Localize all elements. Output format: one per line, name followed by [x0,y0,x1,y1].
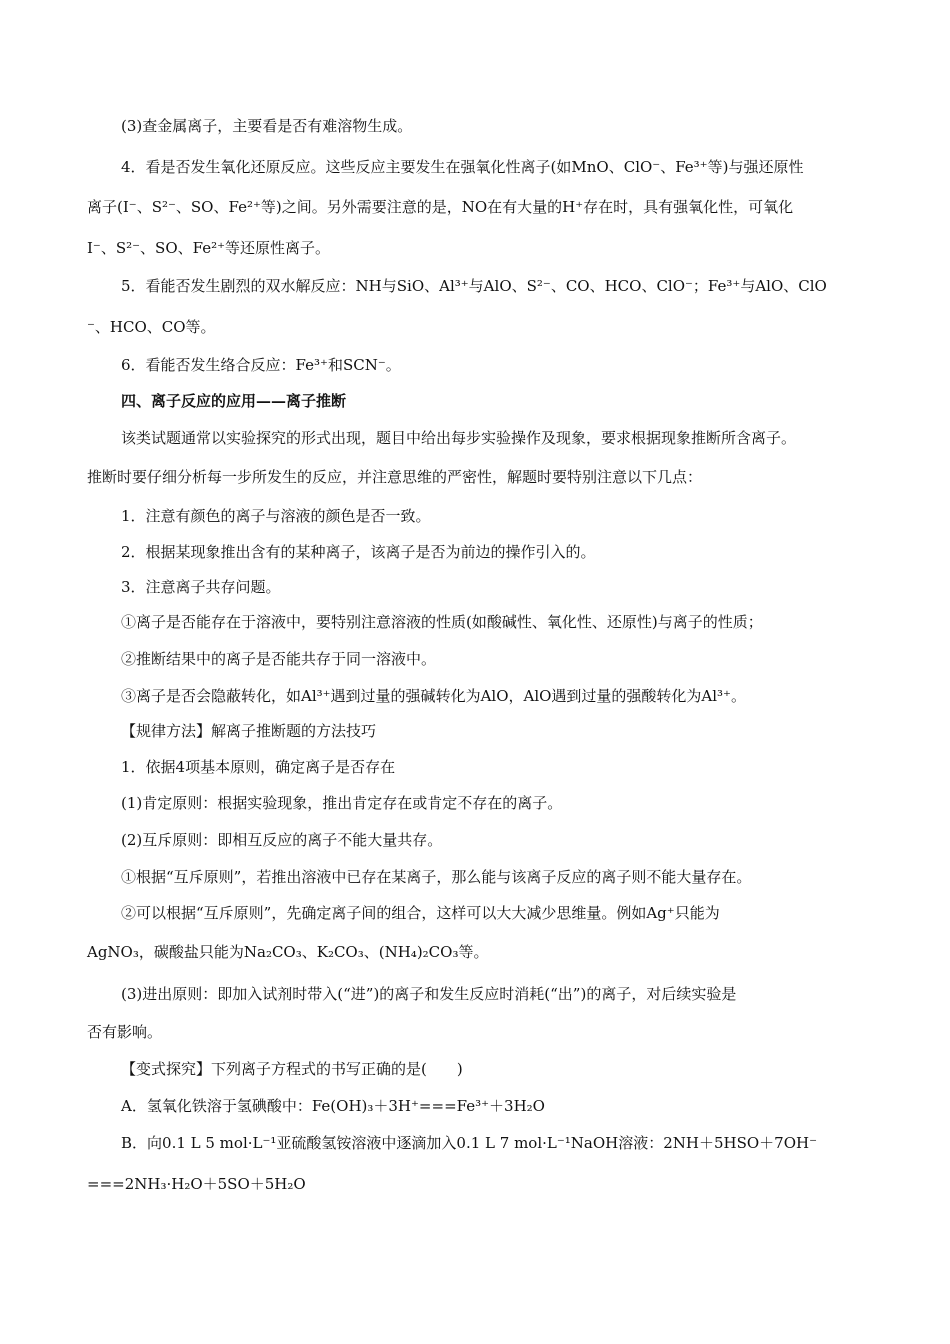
text-line: B．向0.1 L 5 mol·L⁻¹亚硫酸氢铵溶液中逐滴加入0.1 L 7 mol·L⁻¹NaOH溶液：2NH＋5HSO＋7OH⁻ [121,1134,818,1152]
text-line: ③离子是否会隐蔽转化，如Al³⁺遇到过量的强碱转化为AlO，AlO遇到过量的强酸转化为Al³⁺。 [121,687,746,705]
text-line: (2)互斥原则：即相互反应的离子不能大量共存。 [121,831,443,849]
text-line: (3)查金属离子，主要看是否有难溶物生成。 [121,117,413,135]
text-line: ===2NH₃·H₂O＋5SO＋5H₂O [87,1175,306,1193]
text-line: 【规律方法】解离子推断题的方法技巧 [121,722,377,740]
text-line: 4．看是否发生氧化还原反应。这些反应主要发生在强氧化性离子(如MnO、ClO⁻、Fe³⁺等)与强还原性 [121,158,804,176]
text-line: 推断时要仔细分析每一步所发生的反应，并注意思维的严密性，解题时要特别注意以下几点： [87,468,703,486]
text-line: (3)进出原则：即加入试剂时带入(“进”)的离子和发生反应时消耗(“出”)的离子，对后续实验是 [121,985,737,1003]
text-line: ①根据“互斥原则”，若推出溶液中已存在某离子，那么能与该离子反应的离子则不能大量存在。 [121,868,752,886]
text-line: I⁻、S²⁻、SO、Fe²⁺等还原性离子。 [87,239,331,257]
text-line: 2．根据某现象推出含有的某种离子，该离子是否为前边的操作引入的。 [121,543,596,561]
text-line: ①离子是否能存在于溶液中，要特别注意溶液的性质(如酸碱性、氧化性、还原性)与离子的性质； [121,613,763,631]
text-line: 该类试题通常以实验探究的形式出现，题目中给出每步实验操作及现象，要求根据现象推断所含离子。 [121,429,797,447]
text-line: ②推断结果中的离子是否能共存于同一溶液中。 [121,650,437,668]
text-line: 1．注意有颜色的离子与溶液的颜色是否一致。 [121,507,431,525]
text-line: 1．依据4项基本原则，确定离子是否存在 [121,758,396,776]
text-line: (1)肯定原则：根据实验现象，推出肯定存在或肯定不存在的离子。 [121,794,563,812]
text-line: 【变式探究】下列离子方程式的书写正确的是( ) [121,1060,463,1078]
text-line: 否有影响。 [87,1023,163,1041]
text-line: ②可以根据“互斥原则”，先确定离子间的组合，这样可以大大减少思维量。例如Ag⁺只能为 [121,904,720,922]
text-line: AgNO₃，碳酸盐只能为Na₂CO₃、K₂CO₃、(NH₄)₂CO₃等。 [87,943,489,961]
text-line: 6．看能否发生络合反应：Fe³⁺和SCN⁻。 [121,356,401,374]
text-line: 3．注意离子共存问题。 [121,578,281,596]
text-line: A．氢氧化铁溶于氢碘酸中：Fe(OH)₃＋3H⁺===Fe³⁺＋3H₂O [121,1097,545,1115]
text-line: 离子(I⁻、S²⁻、SO、Fe²⁺等)之间。另外需要注意的是，NO在有大量的H⁺存在时，具有强氧化性，可氧化 [87,198,794,216]
text-line: 5．看能否发生剧烈的双水解反应：NH与SiO、Al³⁺与AlO、S²⁻、CO、HCO、ClO⁻；Fe³⁺与AlO、ClO [121,277,827,295]
text-line: ⁻、HCO、CO等。 [87,318,216,336]
section-heading: 四、离子反应的应用——离子推断 [121,392,347,410]
